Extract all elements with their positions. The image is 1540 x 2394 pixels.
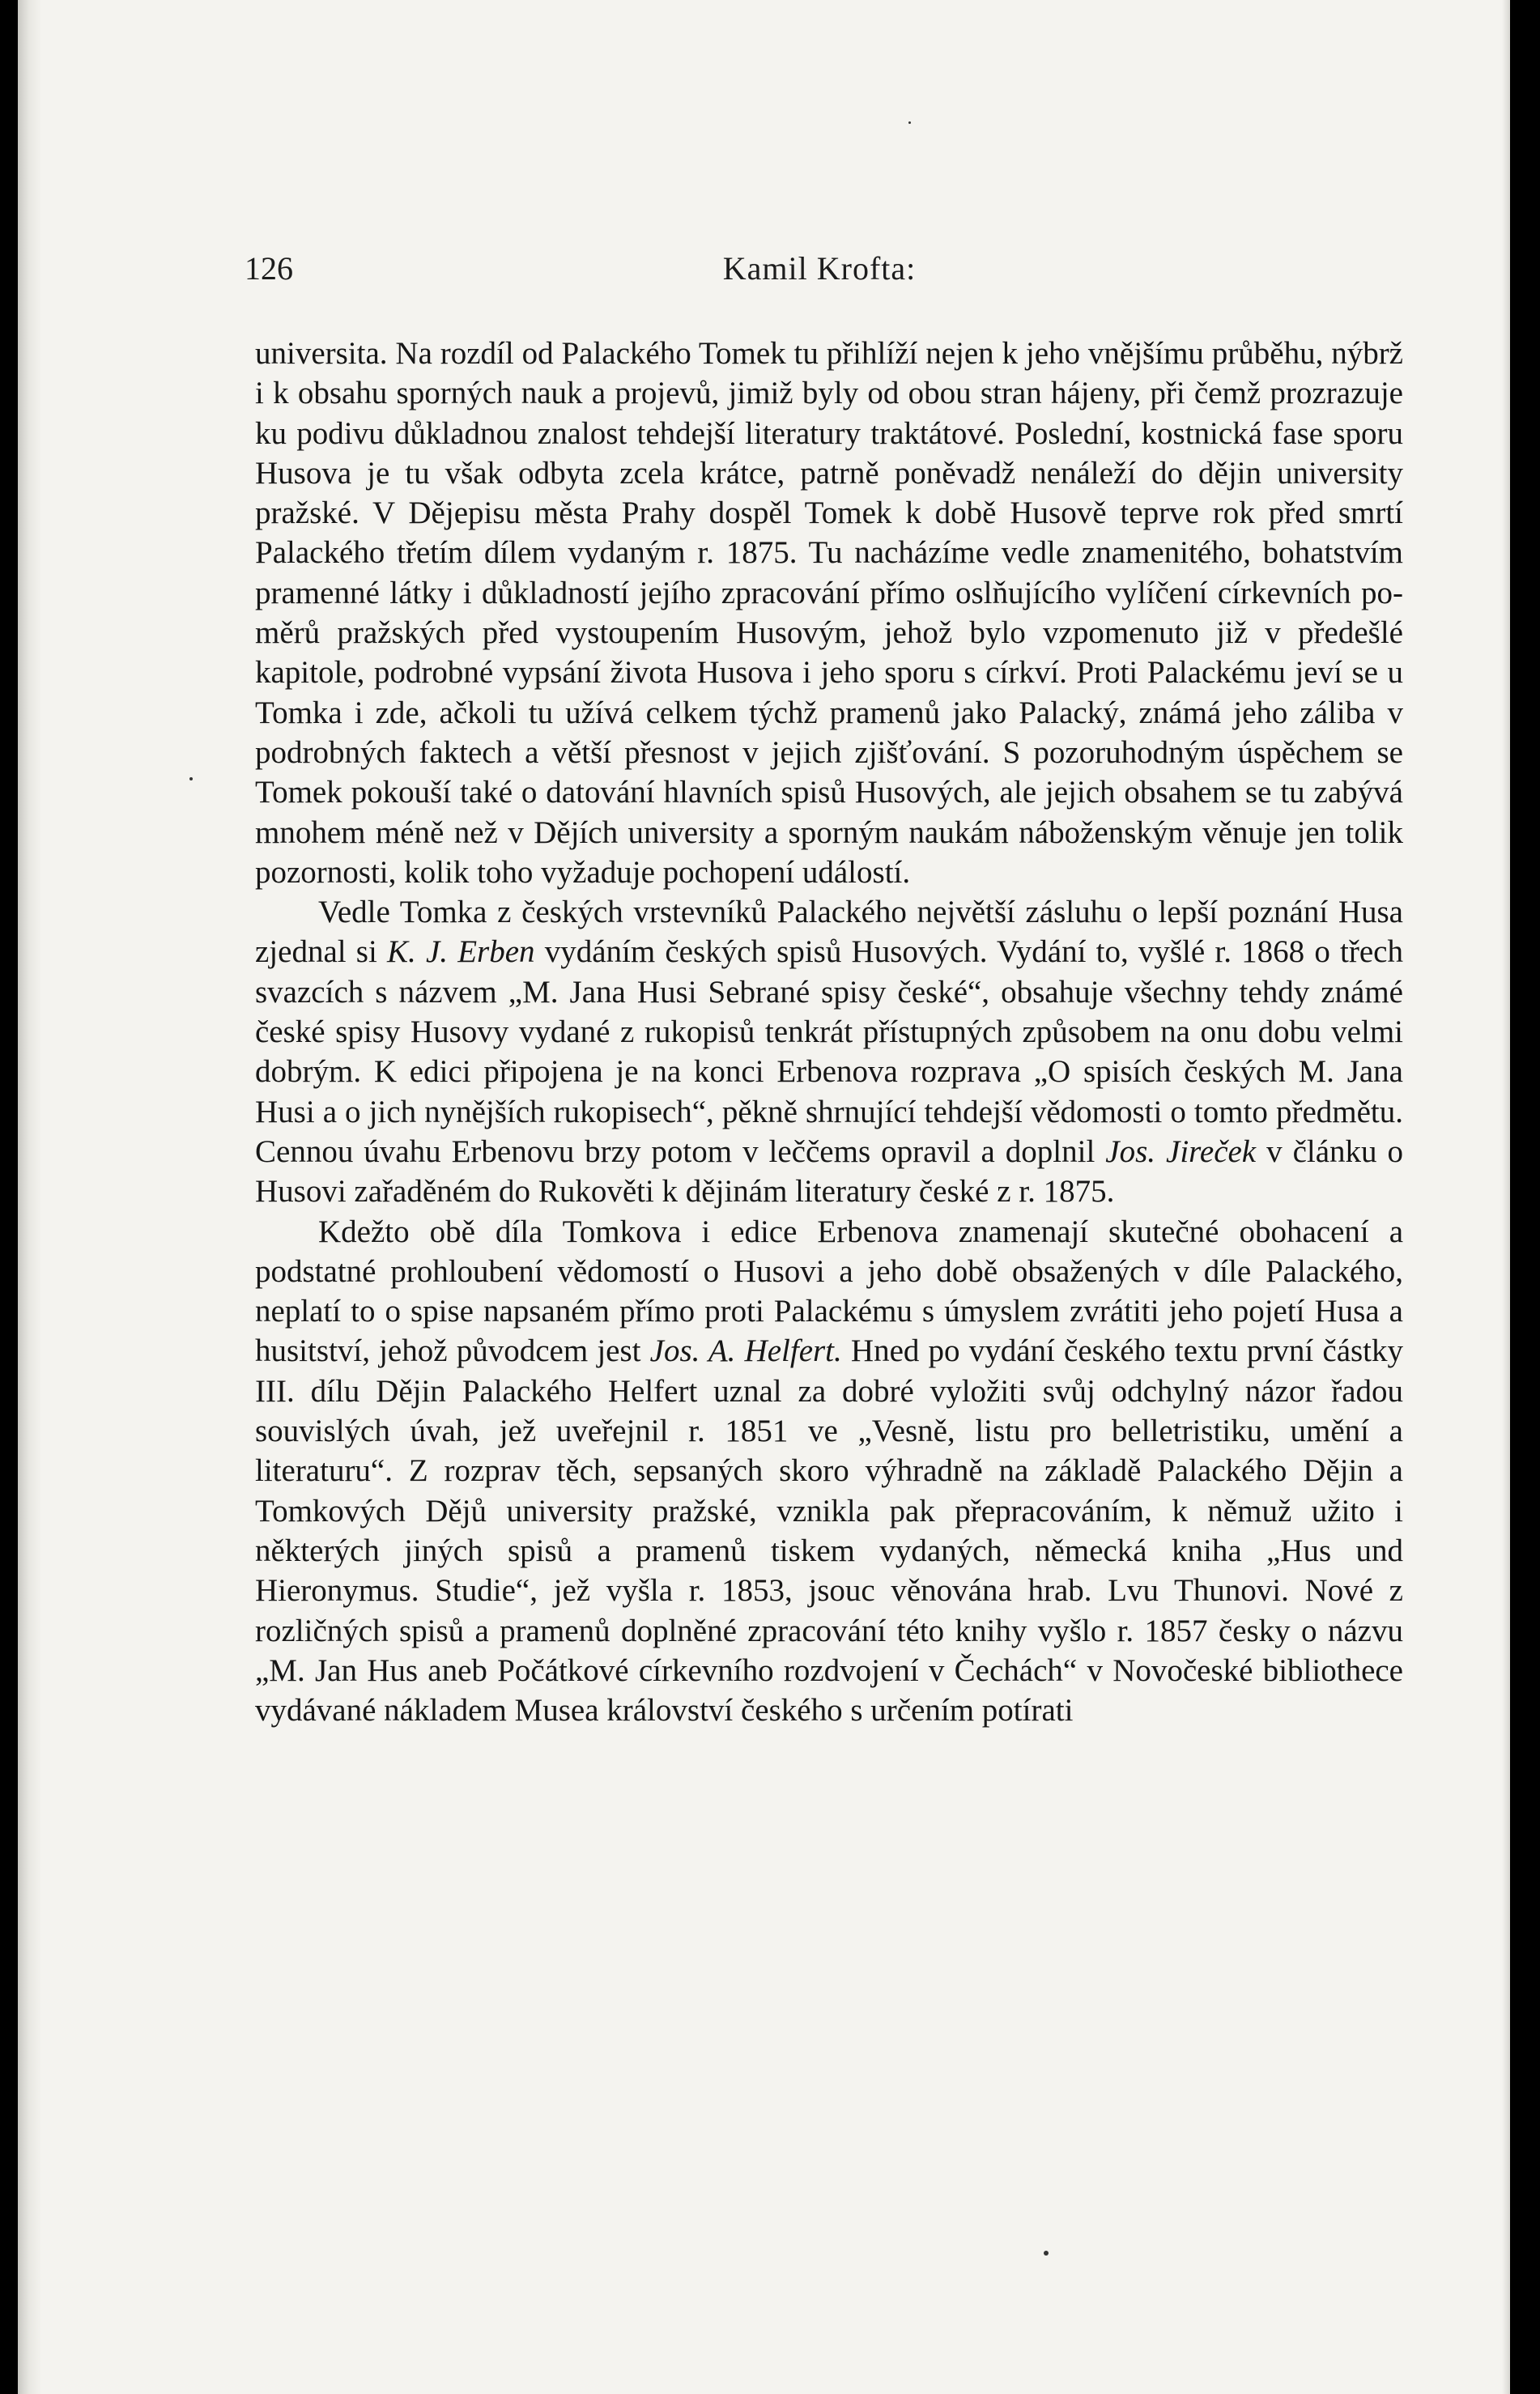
text-run: universita. Na rozdíl od Palackého Tomek tu přihlíží nejen k jeho vnějšímu průběhu, nýbrž i k obsahu sporných nauk a projevů, jimiž byly od obou stran hájeny, při čemž prozrazuje ku podivu důkladnou znalost tehdejší literatury traktátové. Poslední, kostnická fase sporu Husova je tu však odbyta zcela krátce, patrně poněvadž nenáleží do dějin university pražské. V Dějepisu města Prahy dospěl Tomek k době Husově teprve rok před smrtí Palackého třetím dílem vydaným r. 1875. Tu nacházíme vedle znamenitého, bohatstvím pramenné látky i důkladností jejího zpracování přímo oslňujícího vylíčení církevních poměrů pražských před vystoupením Husovým, jehož bylo vzpomenuto již v předešlé kapitole, podrobné vypsání života Husova i jeho sporu s církví. Proti Palackému jeví se u Tomka i zde, ačkoli tu užívá celkem týchž pramenů jako Palacký, známá jeho záliba v podrobných faktech a větší přesnost v jejich zjišťování. S pozoruhodným úspěchem se Tomek pokouší také o datování hlavních spisů Husových, ale jejich obsahem se tu zabývá mnohem méně než v Dějích university a sporným naukám náboženským věnuje jen tolik pozornosti, kolik toho vyžaduje pochopení událostí. <box>255 336 1403 890</box>
italic-name: Jos. Jireček <box>1105 1133 1257 1169</box>
print-speck <box>1044 2251 1049 2256</box>
text-run: Vedle Tomka z českých vrstevníků Palackého největší zásluhu o lepší poznání Husa zjednal si <box>255 895 1403 970</box>
paragraph-2 <box>255 892 1403 1211</box>
text-run: Hned po vydání českého textu první částky III. dílu Dějin Palackého Helfert uznal za dobré vyložiti svůj odchylný názor řadou souvislých úvah, jež uveřejnil r. 1851 ve „Vesně, listu pro belletristiku, umění a literaturu“. Z rozprav těch, sepsaných skoro výhradně na základě Palackého Dějin a Tomkových Dějů university pražské, vznikla pak přepracováním, k němuž užito i některých jiných spisů a pramenů tiskem vydaných, německá kniha „Hus und Hieronymus. Studie“, jež vyšla r. 1853, jsouc věnována hrab. Lvu Thunovi. Nové z rozličných spisů a pramenů doplněné zpracování této knihy vyšlo r. 1857 česky o názvu „M. Jan Hus aneb Počátkové církevního rozdvojení v Čechách“ v Novočeské bibliothece vydávané nákladem Musea království českého s určením potírati <box>255 1333 1404 1729</box>
print-speck <box>908 121 911 124</box>
italic-name: Jos. A. Helfert. <box>649 1333 842 1369</box>
page-header <box>245 249 1394 290</box>
page-number: 126 <box>245 250 293 287</box>
italic-name: K. J. Erben <box>387 934 535 970</box>
body-text <box>255 334 1403 1730</box>
page-edge-shadow <box>1502 0 1510 2394</box>
text-run: v článku o Husovi zařaděném do Rukověti k dějinám literatury české z r. 1875. <box>255 1133 1403 1210</box>
paragraph-3 <box>255 1212 1403 1731</box>
text-run: vydáním českých spisů Husových. Vydání to, vyšlé r. 1868 o třech svazcích s názvem „M. Jana Husi Sebrané spisy české“, obsahuje všechny tehdy známé české spisy Husovy vydané z rukopisů tenkrát přístupných způsobem na onu dobu velmi dobrým. K edici připojena je na konci Erbenova rozprava „O spisích českých M. Jana Husi a o jich nynějších rukopisech“, pěkně shrnující tehdejší vědomosti o tomto předmětu. Cennou úvahu Erbenovu brzy potom v leččems opravil a doplnil <box>255 934 1403 1169</box>
page-binding-shadow <box>18 0 42 2394</box>
text-run: Kdežto obě díla Tomkova i edice Erbenova znamenají skutečné obohacení a podstatné prohloubení vědomostí o Husovi a jeho době obsažených v díle Palackého, neplatí to o spise napsaném přímo proti Palackému s úmyslem zvrátiti jeho pojetí Husa a husitství, jehož původcem jest <box>255 1214 1403 1369</box>
paragraph-1 <box>255 334 1403 892</box>
book-page <box>18 0 1510 2394</box>
running-head: Kamil Krofta: <box>722 250 917 287</box>
print-speck <box>189 777 193 780</box>
